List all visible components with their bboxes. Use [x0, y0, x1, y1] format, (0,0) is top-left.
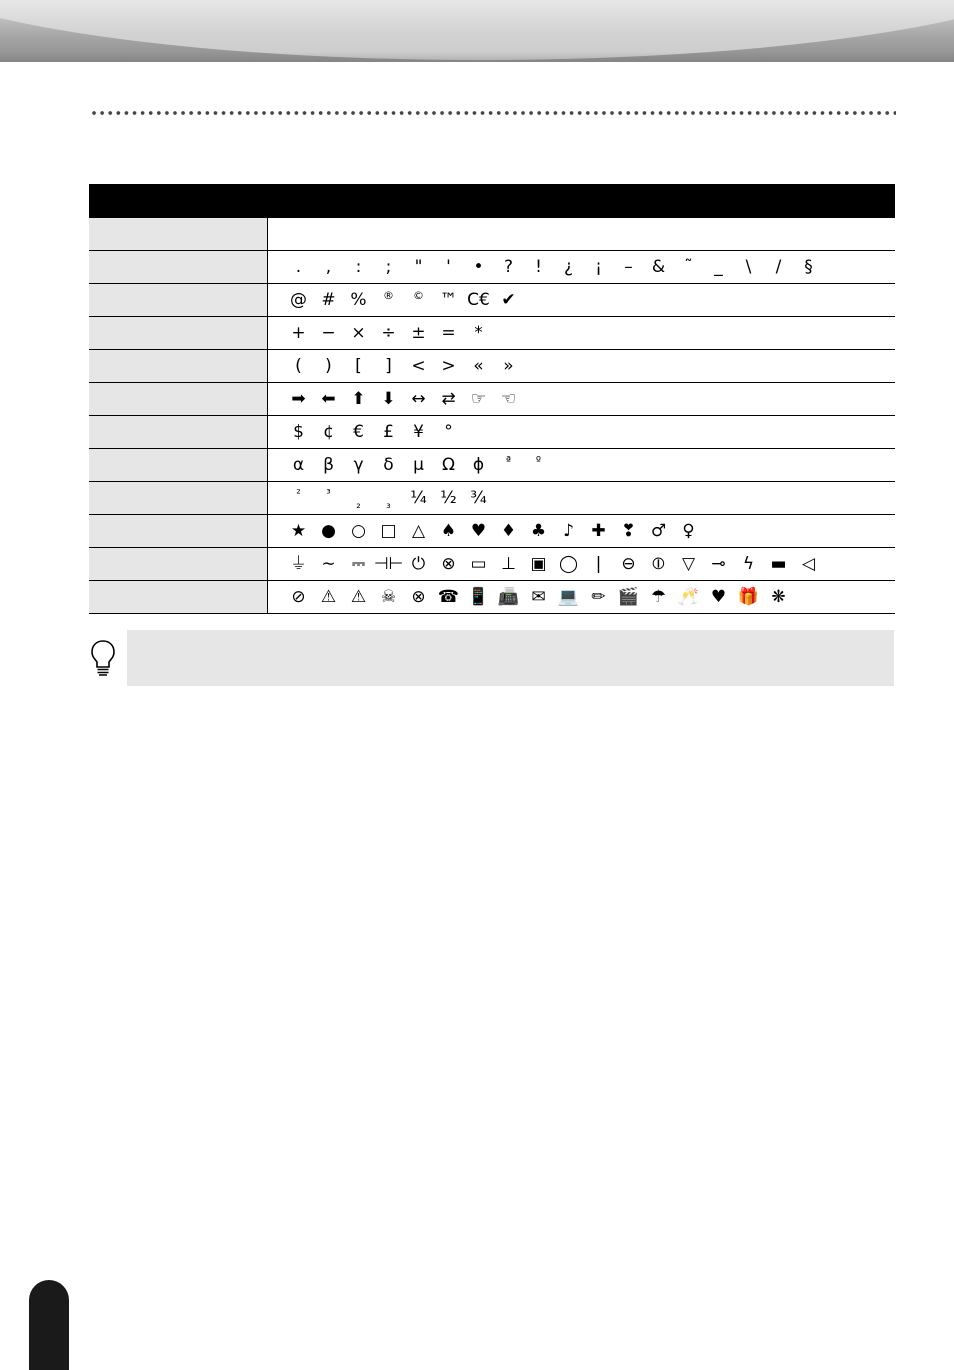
category-cell	[89, 416, 267, 449]
symbols-cell	[267, 383, 895, 416]
symbol-glyph: ☂	[650, 587, 667, 607]
symbol-glyph: ⊖	[621, 554, 636, 574]
symbol-glyph: @	[290, 290, 307, 310]
symbol-glyph: [	[355, 356, 362, 376]
category-cell	[89, 515, 267, 548]
header-band	[0, 0, 954, 62]
symbol-glyph: ◁	[801, 554, 816, 574]
table-row	[89, 317, 895, 350]
symbol-glyph: ▽	[681, 554, 696, 574]
symbol-glyph: ♠	[440, 521, 457, 541]
symbol-glyph: ³	[326, 487, 331, 500]
table-row	[89, 350, 895, 383]
symbols-cell	[267, 581, 895, 614]
symbol-glyph: Ω	[442, 455, 455, 475]
symbol-glyph: −	[321, 323, 336, 343]
header-cell-symbols	[267, 184, 895, 218]
symbol-glyph: ⬆	[351, 389, 366, 409]
symbol-glyph: C€	[467, 290, 490, 310]
symbol-glyph: ;	[385, 257, 392, 277]
table-row	[89, 482, 895, 515]
symbol-glyph: >	[441, 356, 456, 376]
symbol-glyph: ¢	[323, 422, 334, 442]
symbol-glyph: ?	[503, 257, 514, 277]
symbol-glyph: (	[295, 356, 302, 376]
category-cell	[89, 449, 267, 482]
symbol-glyph: ◯	[558, 554, 579, 574]
symbol-glyph: $	[293, 422, 304, 442]
symbol-glyph: ☎	[437, 587, 460, 607]
symbol-glyph: §	[804, 257, 813, 277]
symbol-glyph: ♥	[710, 587, 727, 607]
table-header-row	[89, 184, 895, 218]
symbol-glyph: δ	[383, 455, 394, 475]
symbol-glyph: ⊥	[501, 554, 516, 574]
symbol-glyph: ˜	[684, 257, 693, 277]
category-cell	[89, 218, 267, 251]
symbol-glyph: "	[414, 257, 423, 277]
symbol-glyph: ▣	[530, 554, 547, 574]
header-shadow	[0, 52, 954, 62]
symbol-glyph: μ	[413, 455, 424, 475]
symbols-cell	[267, 251, 895, 284]
symbol-glyph: β	[323, 455, 334, 475]
symbol-glyph: ❋	[771, 587, 786, 607]
symbol-glyph: ϟ	[742, 554, 755, 574]
symbol-glyph: □	[380, 521, 397, 541]
table-row	[89, 218, 895, 251]
symbol-glyph: ²	[296, 487, 301, 500]
symbol-glyph: ¿	[563, 257, 574, 277]
symbol-glyph: ♦	[500, 521, 517, 541]
symbol-glyph: ⏚	[290, 554, 307, 574]
header-swoosh	[0, 0, 954, 60]
symbol-glyph: \	[745, 257, 752, 277]
symbol-glyph: ¡	[595, 257, 602, 277]
category-cell	[89, 482, 267, 515]
symbol-glyph: ☜	[500, 389, 517, 409]
category-cell	[89, 548, 267, 581]
symbol-glyph: ▬	[770, 554, 787, 574]
symbol-glyph: 🥂	[677, 587, 700, 607]
symbol-glyph: €	[353, 422, 364, 442]
symbol-glyph: _	[714, 257, 723, 277]
symbol-glyph: γ	[353, 455, 364, 475]
symbol-glyph: ⊘	[291, 587, 306, 607]
category-cell	[89, 383, 267, 416]
symbol-glyph: ±	[411, 323, 426, 343]
symbol-glyph: ⬇	[381, 389, 396, 409]
symbol-glyph: ●	[321, 521, 336, 541]
symbol-glyph: =	[441, 323, 456, 343]
symbols-cell	[267, 548, 895, 581]
table-row	[89, 251, 895, 284]
symbol-glyph: '	[446, 257, 451, 277]
symbol-glyph: ©	[413, 289, 424, 302]
symbols-cell	[267, 350, 895, 383]
symbol-glyph: ϕ	[472, 455, 485, 475]
symbols-cell	[267, 416, 895, 449]
symbol-glyph: :	[355, 257, 362, 277]
symbol-glyph: ⊗	[441, 554, 456, 574]
symbol-table	[89, 184, 895, 614]
symbol-glyph: ✔	[501, 290, 516, 310]
category-cell	[89, 317, 267, 350]
symbol-glyph: ➡	[291, 389, 306, 409]
symbol-glyph: º	[535, 454, 542, 467]
symbol-glyph: |	[595, 554, 602, 574]
symbol-glyph: ☞	[470, 389, 487, 409]
table-row	[89, 449, 895, 482]
table-row	[89, 416, 895, 449]
symbols-cell	[267, 515, 895, 548]
symbol-glyph: –	[624, 257, 633, 277]
symbol-glyph: •	[473, 257, 484, 277]
symbol-glyph: ª	[505, 454, 512, 467]
symbol-glyph: !	[535, 257, 542, 277]
table-row	[89, 548, 895, 581]
symbol-glyph: /	[775, 257, 782, 277]
symbol-glyph: △	[411, 521, 426, 541]
symbol-glyph: 📠	[497, 587, 520, 607]
table-row	[89, 581, 895, 614]
table-row	[89, 515, 895, 548]
symbol-glyph: ⏻	[411, 554, 426, 574]
symbol-glyph: +	[291, 323, 306, 343]
symbol-glyph: ☠	[380, 587, 397, 607]
symbol-glyph: *	[474, 323, 483, 343]
symbol-glyph: ⇄	[441, 389, 456, 409]
symbol-glyph: <	[411, 356, 426, 376]
symbols-cell	[267, 317, 895, 350]
symbol-glyph: ▭	[470, 554, 487, 574]
symbol-glyph: ∼	[321, 554, 336, 574]
symbol-glyph: ❣	[621, 521, 636, 541]
symbol-glyph: ✉	[531, 587, 546, 607]
symbols-cell	[267, 449, 895, 482]
symbol-glyph: .	[295, 257, 302, 277]
table-row	[89, 383, 895, 416]
symbol-glyph: ♣	[530, 521, 547, 541]
symbol-glyph: ⊸	[711, 554, 726, 574]
symbol-glyph: ]	[385, 356, 392, 376]
symbols-cell	[267, 218, 895, 251]
symbol-glyph: ↔	[411, 389, 426, 409]
symbol-glyph: ✏	[591, 587, 606, 607]
symbol-glyph: ⊣⊢	[373, 554, 404, 574]
symbol-glyph: 💻	[557, 587, 580, 607]
symbol-glyph: ™	[440, 290, 457, 310]
symbol-glyph: ×	[351, 323, 366, 343]
dotted-rule	[90, 110, 896, 116]
symbol-glyph: ○	[351, 521, 366, 541]
symbol-glyph: ⚠	[350, 587, 367, 607]
symbol-glyph: ₃	[386, 498, 391, 511]
category-cell	[89, 284, 267, 317]
symbol-glyph: ¥	[413, 422, 424, 442]
symbol-glyph: 🎁	[737, 587, 760, 607]
symbol-glyph: ÷	[381, 323, 396, 343]
symbol-glyph: ⎓	[351, 554, 366, 574]
header-cell-category	[89, 184, 267, 218]
symbol-glyph: ,	[325, 257, 332, 277]
symbol-glyph: &	[651, 257, 666, 277]
symbol-glyph: »	[503, 356, 514, 376]
table-row	[89, 284, 895, 317]
symbol-glyph: 🎬	[617, 587, 640, 607]
symbol-glyph: ¾	[470, 488, 487, 508]
symbol-glyph: ½	[440, 488, 457, 508]
symbol-glyph: ✚	[591, 521, 606, 541]
symbol-glyph: £	[383, 422, 394, 442]
symbol-glyph: ♀	[682, 521, 695, 541]
category-cell	[89, 251, 267, 284]
symbol-glyph: ₂	[356, 498, 361, 511]
symbol-glyph: ⊗	[411, 587, 426, 607]
symbol-glyph: #	[321, 290, 336, 310]
symbol-glyph: )	[325, 356, 332, 376]
symbol-glyph: ♥	[470, 521, 487, 541]
symbol-glyph: ⦶	[652, 554, 665, 574]
symbol-glyph: «	[473, 356, 484, 376]
symbols-cell	[267, 284, 895, 317]
symbol-glyph: °	[444, 422, 453, 442]
symbol-glyph: ¼	[410, 488, 427, 508]
symbols-cell	[267, 482, 895, 515]
symbol-glyph: ®	[383, 289, 394, 302]
lightbulb-icon	[89, 638, 117, 678]
page-number-tab	[29, 1280, 69, 1370]
symbol-glyph: 📱	[467, 587, 490, 607]
symbol-glyph: ♪	[563, 521, 574, 541]
category-cell	[89, 581, 267, 614]
symbol-glyph: %	[350, 290, 367, 310]
symbol-glyph: ♂	[650, 521, 667, 541]
symbol-glyph: ⬅	[321, 389, 336, 409]
tip-box	[127, 630, 894, 686]
symbol-glyph: ⚠	[320, 587, 337, 607]
symbol-glyph: α	[292, 455, 305, 475]
symbol-glyph: ★	[290, 521, 307, 541]
category-cell	[89, 350, 267, 383]
